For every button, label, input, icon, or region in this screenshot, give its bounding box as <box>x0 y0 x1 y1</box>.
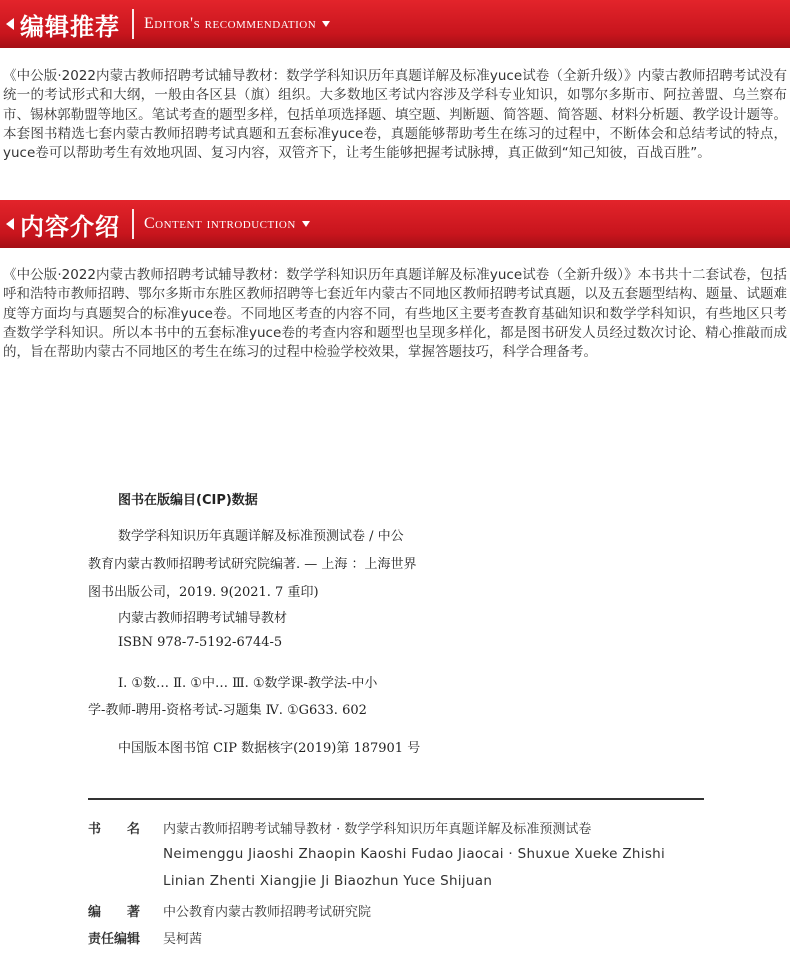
author-label: 编 著 <box>88 905 141 920</box>
content-section-title-en: Content introduction <box>144 215 296 232</box>
book-title-pinyin: Neimenggu Jiaoshi Zhaopin Kaoshi Fudao Jiaocai · Shuxue Xueke Zhishi <box>163 846 666 862</box>
cip-heading: 图书在版编目(CIP)数据 <box>118 493 258 508</box>
down-arrow-icon <box>322 21 330 27</box>
cip-line: 数学学科知识历年真题详解及标准预测试卷 / 中公 <box>118 529 404 544</box>
banner-divider <box>132 209 134 239</box>
editor-recommendation-text: 《中公版·2022内蒙古教师招聘考试辅导教材：数学学科知识历年真题详解及标准yuce试卷（全新升级）》内蒙古教师招聘考试没有统一的考试形式和大纲，一般由各区县（旗）组织。大多数地区考试内容涉及学科专业知识，如鄂尔多斯市、阿拉善盟、乌兰察布市、锡林郭勒盟等地区。笔试考查的题型多样，包括单项选择题、填空题、判断题、简答题、简答题、材料分析题、教学设计题等。本套图书精选七套内蒙古教师招聘考试真题和五套标准yuce卷，真题能够帮助考生在练习的过程中，不断体会和总结考试的特点，yuce卷可以帮助考生有效地巩固、复习内容，双管齐下，让考生能够把握考试脉搏，真正做到“知己知彼，百战百胜”。 <box>3 68 787 162</box>
down-arrow-icon <box>302 221 310 227</box>
editor-section-title-cn: 编辑推荐 <box>20 12 120 41</box>
banner-divider <box>132 9 134 39</box>
left-arrow-icon <box>6 218 14 230</box>
cip-line: 内蒙古教师招聘考试辅导教材 <box>118 611 288 626</box>
book-title-row <box>88 818 708 838</box>
content-section-title-cn: 内容介绍 <box>20 212 120 241</box>
book-title-pinyin: Linian Zhenti Xiangjie Ji Biaozhun Yuce Shijuan <box>163 873 493 889</box>
cip-line: Ⅰ. ①数… Ⅱ. ①中… Ⅲ. ①数学课-教学法-中小 <box>118 676 378 691</box>
content-introduction-text: 《中公版·2022内蒙古教师招聘考试辅导教材：数学学科知识历年真题详解及标准yuce试卷（全新升级）》本书共十二套试卷，包括呼和浩特市教师招聘、鄂尔多斯市东胜区教师招聘等七套近年内蒙古不同地区教师招聘考试真题，以及五套题型结构、题量、试题难度等方面均与真题契合的标准yuce卷。不同地区考查的内容不同，有些地区主要考查教育基础知识和数学学科知识，有些地区只考查数学学科知识。所以本书中的五套标准yuce卷的考查内容和题型也呈现多样化，都是图书研发人员经过数次讨论、精心推敲而成的，旨在帮助内蒙古不同地区的考生在练习的过程中检验学校效果，掌握答题技巧，科学合理备考。 <box>3 267 787 361</box>
cip-line: 教育内蒙古教师招聘考试研究院编著. — 上海 ：上海世界 <box>88 557 417 572</box>
editor-value: 吴柯茜 <box>163 932 203 947</box>
editor-recommendation-banner <box>0 0 790 48</box>
cip-line: ISBN 978-7-5192-6744-5 <box>118 635 283 650</box>
author-value: 中公教育内蒙古教师招聘考试研究院 <box>163 905 372 920</box>
cip-line: 中国版本图书馆 CIP 数据核字(2019)第 187901 号 <box>118 741 421 756</box>
book-title-label: 书 名 <box>88 822 141 837</box>
divider-rule <box>88 798 704 800</box>
editor-section-title-en: Editor's recommendation <box>144 15 317 32</box>
content-introduction-banner <box>0 200 790 248</box>
cip-line: 图书出版公司，2019. 9(2021. 7 重印) <box>88 585 319 600</box>
editor-label: 责任编辑 <box>88 932 141 947</box>
cip-line: 学-教师-聘用-资格考试-习题集 Ⅳ. ①G633. 602 <box>88 703 367 718</box>
book-title-value: 内蒙古教师招聘考试辅导教材 · 数学学科知识历年真题详解及标准预测试卷 <box>163 822 592 837</box>
left-arrow-icon <box>6 18 14 30</box>
editor-row <box>88 928 708 948</box>
author-row <box>88 901 708 921</box>
